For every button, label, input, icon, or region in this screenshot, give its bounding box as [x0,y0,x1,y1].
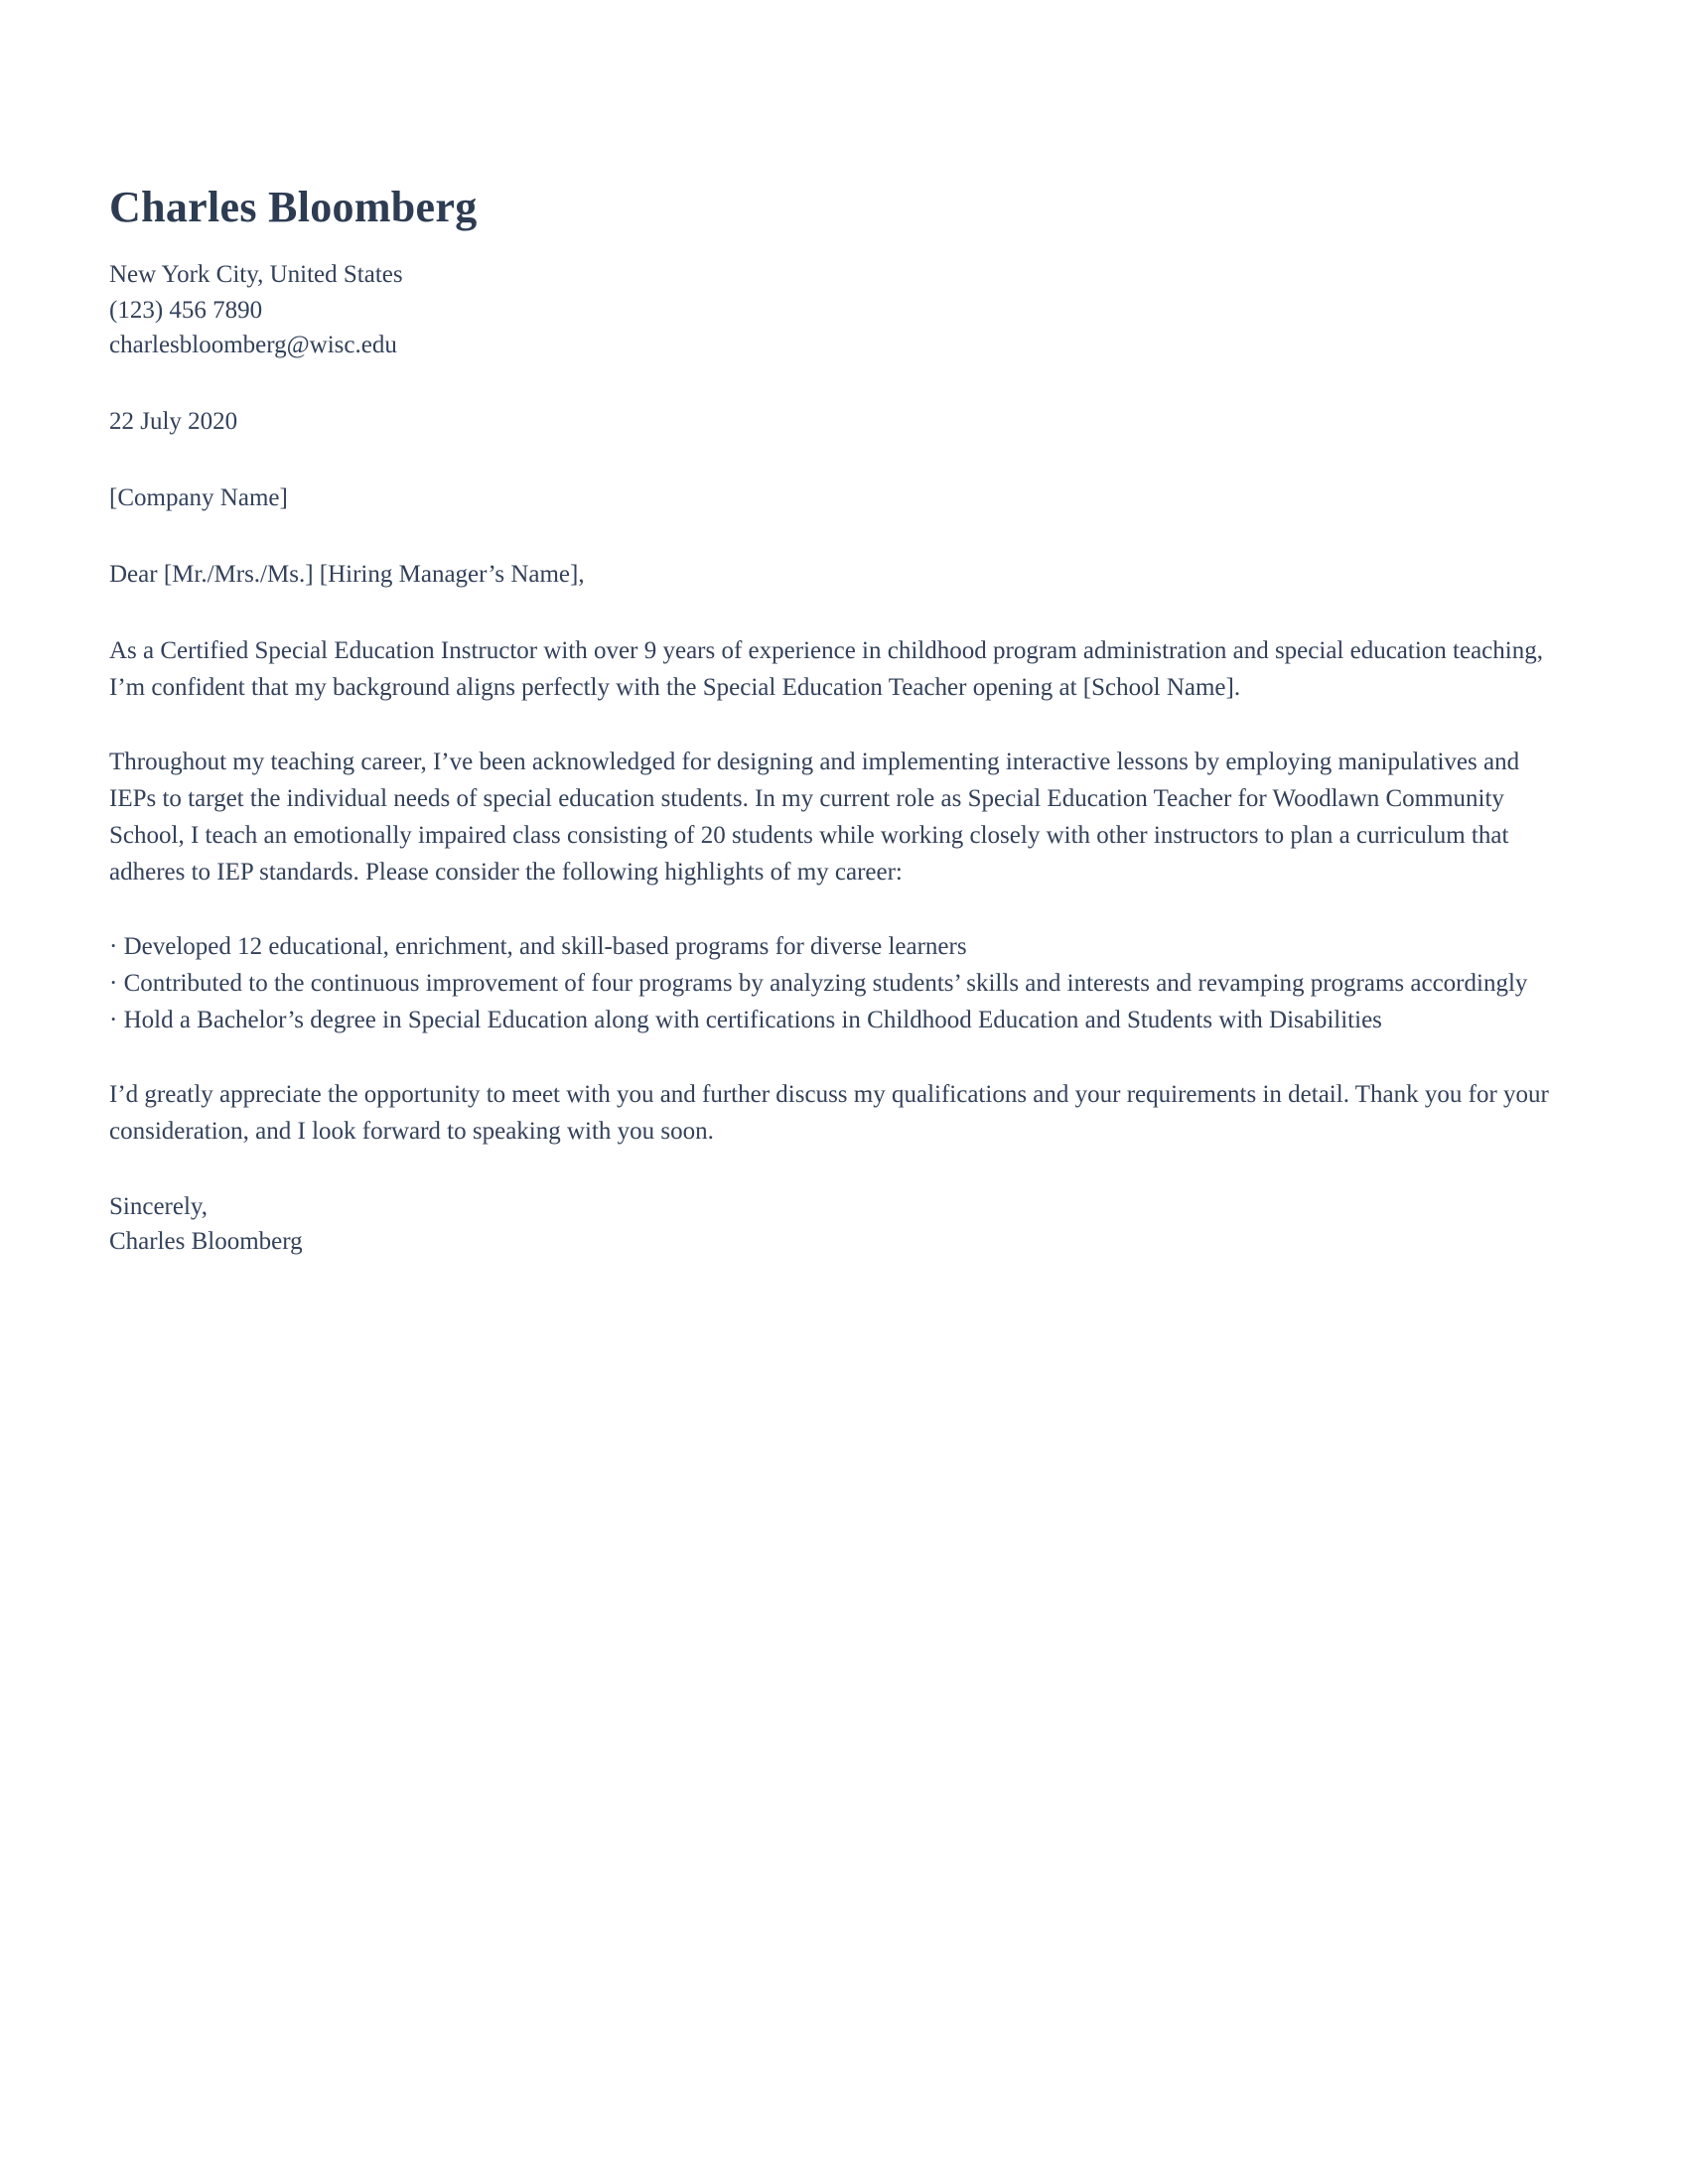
highlights-list [109,928,1564,1038]
contact-location: New York City, United States [109,261,403,289]
bullet-dot-icon: · [109,1006,124,1033]
body-paragraph-2: Throughout my teaching career, I’ve been acknowledged for designing and implementing interactive lessons by employing manipulatives and IEPs to target the individual needs of special education students. In my current role as Special Education Teacher for Woodlawn Community School, I teach an emotionally impaired class consisting of 20 students while working closely with other instructors to plan a curriculum that adheres to IEP standards. Please consider the following highlights of my career: [109,748,1520,886]
spacer [109,706,1564,744]
list-item [109,965,1564,1002]
list-item-text: Hold a Bachelor’s degree in Special Education along with certifications in Childhood Education and Students with Disabilities [123,1006,1382,1033]
spacer [109,890,1564,928]
page-title: Charles Bloomberg [109,183,478,231]
spacer [109,363,1564,403]
body-paragraph-1: As a Certified Special Education Instructor with over 9 years of experience in childhood program administration and special education teaching, I’m confident that my background aligns perfectly with the Special Education Teacher opening at [School Name]. [109,636,1543,701]
bullet-dot-icon: · [109,969,124,997]
signature-block [109,1189,1564,1260]
contact-email: charlesbloomberg@wisc.edu [109,332,397,359]
sign-off: Sincerely, [109,1192,209,1220]
list-item [109,928,1564,965]
salutation: Dear [Mr./Mrs./Ms.] [Hiring Manager’s Name], [109,560,585,588]
contact-block [109,257,1564,363]
spacer [109,440,1564,479]
spacer [109,1038,1564,1076]
spacer [109,516,1564,556]
body-paragraph-3: I’d greatly appreciate the opportunity to meet with you and further discuss my qualifications and your requirements in detail. Thank you for your consideration, and I look forward to speaking with you soon. [109,1080,1549,1145]
letter-date: 22 July 2020 [109,407,238,435]
contact-phone: (123) 456 7890 [109,296,263,324]
list-item-text: Developed 12 educational, enrichment, and skill-based programs for diverse learners [123,932,967,960]
spacer [109,1150,1564,1189]
signature-name: Charles Bloomberg [109,1228,303,1256]
list-item-text: Contributed to the continuous improvement of four programs by analyzing students’ skills and interests and revamping programs accordingly [123,969,1528,997]
recipient-company: [Company Name] [109,483,288,511]
list-item [109,1002,1564,1038]
bullet-dot-icon: · [109,932,124,960]
cover-letter-body [109,184,1564,1260]
spacer [109,593,1564,632]
